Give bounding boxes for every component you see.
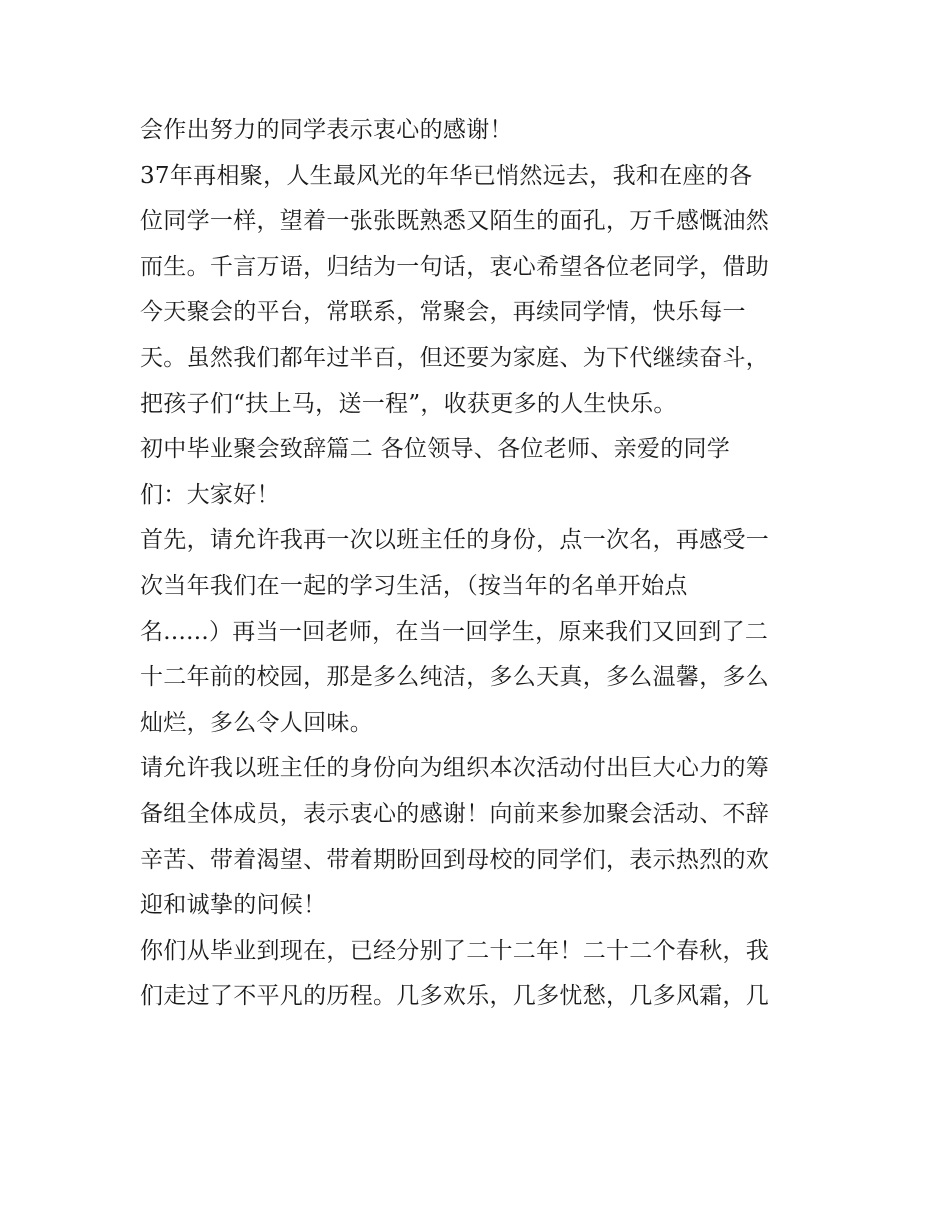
text-line: 们走过了不平凡的历程。几多欢乐，几多忧愁，几多风霜，几 [140,983,770,1010]
text-line: 天。虽然我们都年过半百，但还要为家庭、为下代继续奋斗， [140,344,770,371]
text-line: 十二年前的校园，那是多么纯洁，多么天真，多么温馨，多么 [140,664,770,691]
text-line: 初中毕业聚会致辞篇二 各位领导、各位老师、亲爱的同学 [140,436,731,463]
text-line: 把孩子们“扶上马，送一程”，收获更多的人生快乐。 [140,390,677,417]
text-line: 而生。千言万语，归结为一句话，衷心希望各位老同学，借助 [140,253,770,280]
text-line: 们：大家好！ [140,481,280,508]
document-body-text [140,108,820,1020]
text-line: 首先，请允许我再一次以班主任的身份，点一次名，再感受一 [140,527,770,554]
text-line: 迎和诚挚的问候！ [140,892,327,919]
text-line: 37年再相聚，人生最风光的年华已悄然远去，我和在座的各 [140,162,753,189]
text-line: 会作出努力的同学表示衷心的感谢！ [140,117,513,143]
text-line: 灿烂，多么令人回味。 [140,709,373,736]
text-line: 今天聚会的平台，常联系，常聚会，再续同学情，快乐每一 [140,299,746,326]
text-line: 位同学一样，望着一张张既熟悉又陌生的面孔，万千感慨油然 [140,208,770,235]
text-line: 你们从毕业到现在，已经分别了二十二年！二十二个春秋，我 [140,937,770,964]
text-line: 名......）再当一回老师，在当一回学生，原来我们又回到了二 [140,618,769,645]
text-line: 辛苦、带着渴望、带着期盼回到母校的同学们，表示热烈的欢 [140,846,770,873]
text-line: 次当年我们在一起的学习生活，（按当年的名单开始点 [140,572,688,599]
text-line: 备组全体成员，表示衷心的感谢！向前来参加聚会活动、不辞 [140,800,770,827]
text-line: 请允许我以班主任的身份向为组织本次活动付出巨大心力的筹 [140,755,770,782]
